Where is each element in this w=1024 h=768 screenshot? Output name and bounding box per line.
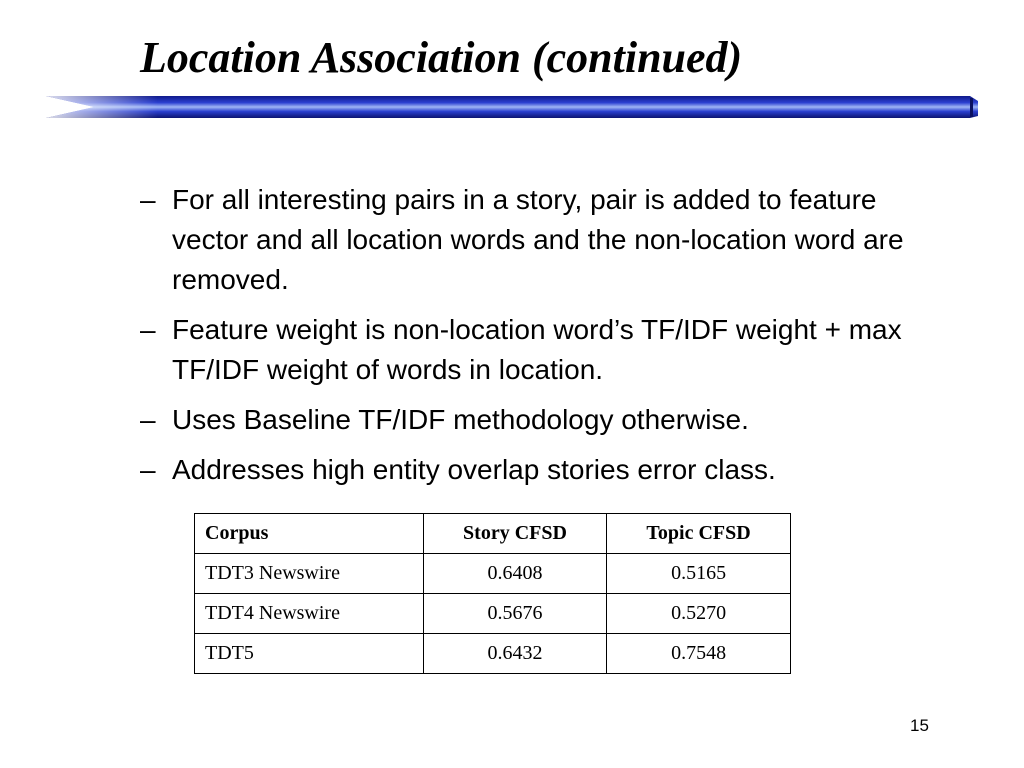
corpus-cell: TDT3 Newswire <box>195 554 424 594</box>
title-underline-bar <box>46 92 978 122</box>
header-corpus: Corpus <box>195 514 424 554</box>
table-row <box>195 594 791 634</box>
table-row <box>195 554 791 594</box>
bullet-text: Addresses high entity overlap stories error class. <box>172 454 776 485</box>
bullet-text: For all interesting pairs in a story, pair is added to feature vector and all location words and the non-location word are removed. <box>172 184 904 295</box>
story-cfsd-cell: 0.5676 <box>423 594 606 634</box>
story-cfsd-cell: 0.6408 <box>423 554 606 594</box>
table-header-row <box>195 514 791 554</box>
topic-cfsd-cell: 0.5165 <box>607 554 791 594</box>
results-table <box>194 513 791 674</box>
slide-title: Location Association (continued) <box>140 33 743 82</box>
bullet-item <box>134 310 934 390</box>
corpus-cell: TDT4 Newswire <box>195 594 424 634</box>
bullet-text: Uses Baseline TF/IDF methodology otherwise. <box>172 404 749 435</box>
bullet-dash: – <box>140 454 156 485</box>
bullet-dash: – <box>140 314 156 345</box>
bullet-text: Feature weight is non-location word’s TF/IDF weight + max TF/IDF weight of words in location. <box>172 314 902 385</box>
bullet-item <box>134 450 934 490</box>
bullet-list <box>134 180 934 500</box>
corpus-cell: TDT5 <box>195 634 424 674</box>
bullet-dash: – <box>140 404 156 435</box>
topic-cfsd-cell: 0.7548 <box>607 634 791 674</box>
header-story-cfsd: Story CFSD <box>423 514 606 554</box>
header-topic-cfsd: Topic CFSD <box>607 514 791 554</box>
page-number: 15 <box>910 716 929 735</box>
bullet-item <box>134 180 934 300</box>
table-row <box>195 634 791 674</box>
topic-cfsd-cell: 0.5270 <box>607 594 791 634</box>
bullet-item <box>134 400 934 440</box>
story-cfsd-cell: 0.6432 <box>423 634 606 674</box>
bullet-dash: – <box>140 184 156 215</box>
